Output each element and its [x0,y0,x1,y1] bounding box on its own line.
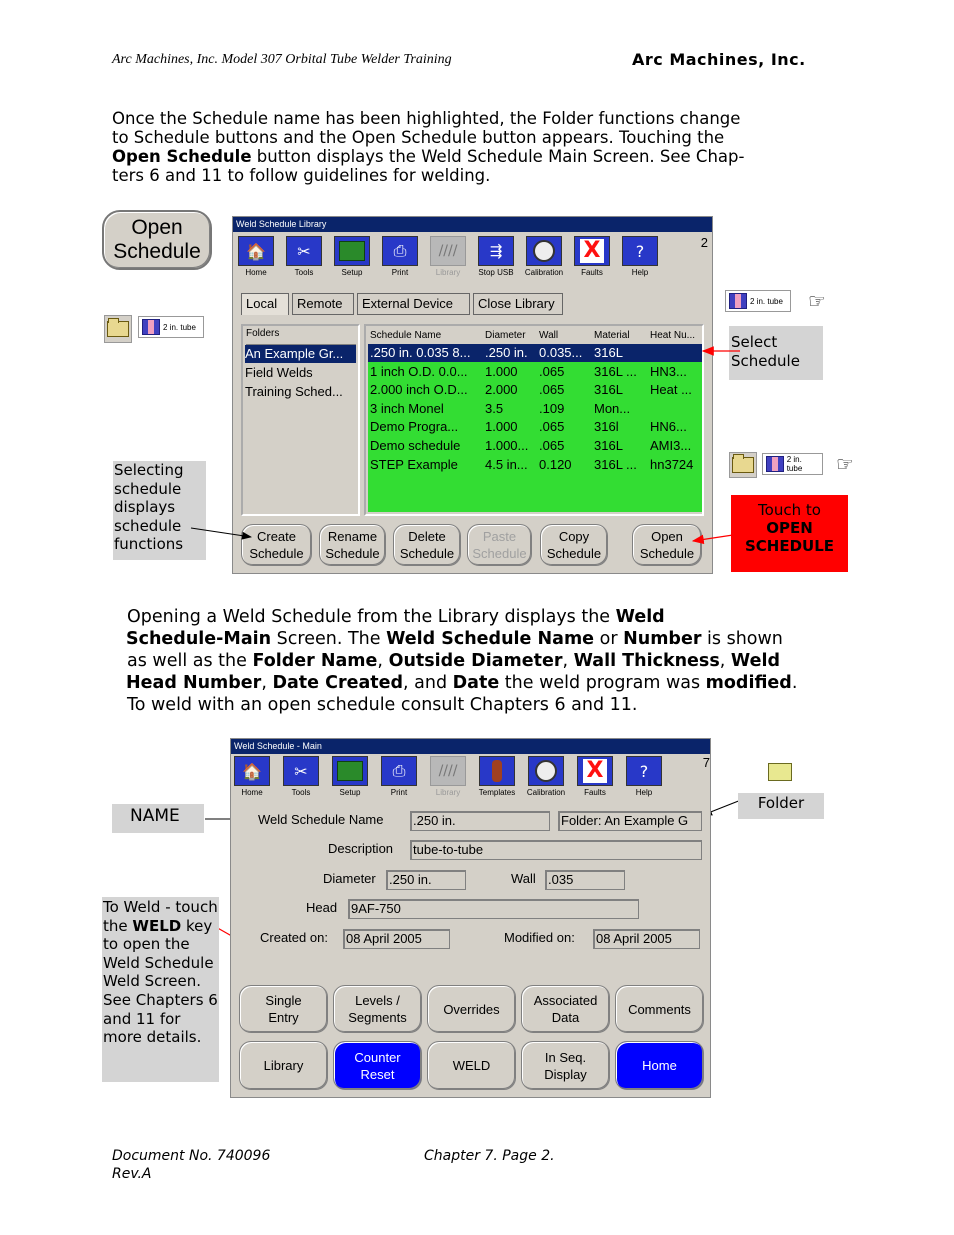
counter-reset-button[interactable] [333,1041,422,1090]
copy-schedule-label: Copy Schedule [546,529,602,561]
toolbar-label-tools: Tools [294,268,314,277]
schedule-cell: 4.5 in... [485,456,528,472]
library-page-number: 2 [700,235,708,250]
toolbar-label-home: Home [245,268,267,277]
schedule-cell: .065 [539,438,565,453]
home-icon: 🏠 [246,241,266,261]
main-page-number: 7 [702,755,710,770]
middle-text: the weld program was [499,673,706,693]
toolbar-label-faults: Faults [581,268,603,277]
pointing-hand-icon: ☞ [836,452,854,476]
folder-item[interactable]: Training Sched... [245,384,343,399]
toolbar-label-stop-usb: Stop USB [478,268,514,277]
col-header-wall[interactable]: Wall [539,330,559,341]
diameter-label: Diameter [323,871,376,886]
comments-button[interactable] [615,985,704,1033]
schedule-cell: 316l [594,419,619,435]
middle-bold: Weld [615,607,665,627]
tab-external-device[interactable]: External Device [357,293,470,315]
callout-select-schedule: Select Schedule [729,326,823,380]
folder-item-selected[interactable]: An Example Gr... [245,345,356,363]
schedule-cell: 1.000 [485,363,518,379]
toolbar-label-help: Help [635,788,653,797]
intro-line-2: to Schedule buttons and the Open Schedule button appears. Touching the [112,128,725,147]
single-entry-button[interactable] [239,985,328,1033]
middle-bold: Head Number [126,673,262,693]
middle-line-2 [126,628,847,650]
schedule-cell: Heat ... [650,382,692,398]
home-label: Home [642,1058,677,1073]
created-on-label: Created on: [260,930,328,945]
middle-line-5: To weld with an open schedule consult Chapters 6 and 11. [127,695,638,715]
comments-label: Comments [628,1001,691,1017]
schedule-cell: 0.035... [539,345,583,360]
callout-selecting-schedule: Selecting schedule displays schedule functions [113,461,206,560]
weld-label: WELD [452,1058,491,1073]
middle-bold: Date [452,673,500,693]
col-header-heat-number[interactable]: Heat Nu... [650,330,696,341]
schedule-cell: 3.5 [485,400,504,416]
middle-bold: Weld Schedule Name [386,629,595,649]
schedule-cell: 1 inch O.D. 0.0... [370,363,468,379]
middle-bold: Number [623,629,702,649]
middle-text: is shown [701,629,783,649]
toolbar-print-button[interactable] [381,756,417,786]
help-icon: ? [639,761,649,781]
middle-text: , [562,651,574,671]
toolbar-library-button[interactable] [430,756,466,786]
in-seq-display-button[interactable] [521,1041,610,1090]
schedule-cell: .065 [539,382,565,398]
schedule-cell: Demo Progra... [370,419,459,435]
library-label: Library [263,1058,304,1073]
overrides-button[interactable] [427,985,516,1033]
toolbar-label-setup: Setup [339,788,361,797]
col-header-material[interactable]: Material [594,330,630,341]
toolbar-faults-button[interactable] [577,756,613,786]
schedule-cell: 3 inch Monel [370,400,444,416]
tab-remote[interactable]: Remote [292,293,354,315]
wall-label: Wall [511,871,536,886]
counter-reset-label: Counter Reset [354,1049,401,1082]
created-on-field[interactable]: 08 April 2005 [343,929,450,949]
wall-field[interactable]: .035 [545,870,625,890]
diameter-field[interactable]: .250 in. [386,870,466,890]
footer-doc-number: Document No. 740096 [112,1148,271,1164]
calibration-dial-icon [535,760,557,782]
toolbar-label-home: Home [241,788,263,797]
footer-doc [112,1147,270,1183]
intro-line-4: ters 6 and 11 to follow guidelines for welding. [112,166,491,185]
usb-icon: ⇶ [489,242,503,260]
middle-bold: modified [705,673,792,693]
callout-to-weld-text-2: key to open the Weld Schedule Weld Screen. See Chapters 6 and 11 for more details. [103,916,218,1047]
middle-text: Screen. The [271,629,387,649]
modified-on-label: Modified on: [504,930,575,945]
arrow-selecting [191,528,251,537]
col-header-diameter[interactable]: Diameter [485,330,526,341]
schedule-cell: .065 [539,419,565,435]
folder-icon [768,759,794,781]
weld-schedule-name-label: Weld Schedule Name [258,812,384,827]
head-field[interactable]: 9AF-750 [348,899,639,919]
tube-chip-label: 2 in. tube [786,455,803,473]
toolbar-setup-button[interactable] [332,756,368,786]
middle-bold: Date Created [272,673,404,693]
schedule-cell: 316L [594,382,623,398]
toolbar-label-calibration: Calibration [526,788,566,797]
in-seq-display-label: In Seq. Display [544,1049,587,1082]
toolbar-label-faults: Faults [584,788,606,797]
schedule-cell: 2.000 inch O.D... [370,382,468,398]
middle-text: Opening a Weld Schedule from the Library displays the [127,607,616,627]
associated-data-label: Associated Data [533,993,598,1025]
intro-open-schedule-bold: Open Schedule [112,147,252,166]
col-header-schedule-name[interactable]: Schedule Name [370,330,442,341]
header-left: Arc Machines, Inc. Model 307 Orbital Tube Welder Training [112,52,452,67]
toolbar-calibration-button[interactable] [528,756,564,786]
schedule-cell: 1.000... [485,438,529,453]
faults-x-icon: X [580,239,605,263]
templates-icon [492,760,502,782]
callout-name: NAME [112,804,204,833]
schedule-cell: HN3... [650,363,687,379]
paste-schedule-label: Paste Schedule [472,529,527,561]
middle-text: , [377,651,389,671]
delete-schedule-label: Delete Schedule [399,529,455,561]
home-button[interactable] [615,1041,704,1090]
middle-bold: Weld [730,651,780,671]
toolbar-help-button[interactable] [626,756,662,786]
middle-bold: Wall Thickness [573,651,720,671]
rename-schedule-label: Rename Schedule [325,529,380,561]
tools-icon: ✂ [294,761,308,781]
middle-line-1 [127,606,847,628]
associated-data-button[interactable] [521,985,610,1033]
help-icon: ? [635,241,645,261]
middle-paragraph [127,606,847,716]
callout-weld-bold: WELD [132,916,182,935]
tools-icon: ✂ [297,241,311,261]
folder-item[interactable]: Field Welds [245,365,313,380]
schedule-cell: 316L [594,345,623,360]
overrides-label: Overrides [443,1001,500,1017]
schedule-cell: Mon... [594,400,631,416]
middle-bold: Outside Diameter [388,651,563,671]
modified-on-field[interactable]: 08 April 2005 [593,929,700,949]
schedule-cell: Demo schedule [370,438,461,453]
main-titlebar: Weld Schedule - Main [231,739,710,754]
schedule-cell: .250 in. 0.035 8... [370,345,471,360]
pointing-hand-icon: ☞ [808,289,826,313]
toolbar-label-print: Print [390,788,408,797]
schedule-cell: hn3724 [650,456,694,472]
toolbar-label-calibration: Calibration [524,268,564,277]
toolbar-label-help: Help [631,268,649,277]
tube-chip-label: 2 in. tube [163,322,196,332]
create-schedule-label: Create Schedule [249,529,304,561]
main-window [230,738,711,1098]
schedule-cell: HN6... [650,419,687,435]
folder-icon-glyph [768,763,792,781]
circuit-board-icon [337,761,363,781]
intro-line-1: Once the Schedule name has been highlighted, the Folder functions change [112,109,741,128]
library-icon: //// [438,763,458,779]
middle-line-4 [126,672,847,694]
middle-text: . [791,673,798,693]
middle-bold: Schedule-Main [126,629,272,649]
toolbar-tools-button[interactable] [283,756,319,786]
schedule-cell: 0.120 [539,456,572,472]
folder-name-field[interactable]: Folder: An Example G [558,811,702,831]
schedule-cell: .065 [539,363,565,379]
schedule-cell: 316L ... [594,363,637,379]
toolbar-templates-button[interactable] [479,756,515,786]
callout-to-weld-text: To Weld - touch the [103,898,218,935]
home-icon: 🏠 [242,761,262,781]
library-icon: //// [438,243,458,259]
toolbar-home-button[interactable] [234,756,270,786]
weld-button[interactable] [427,1041,516,1090]
toolbar-label-templates: Templates [478,788,516,797]
levels-segments-button[interactable] [333,985,422,1033]
middle-text: or [594,629,624,649]
schedule-cell: STEP Example [370,456,458,472]
folders-header: Folders [246,328,356,345]
callout-to-weld [102,897,219,1082]
schedule-cell: AMI3... [650,438,692,453]
printer-icon: ⎙ [393,241,407,260]
schedule-cell: 316L ... [594,456,637,472]
schedule-cell: 2.000 [485,382,518,398]
arrow-open-schedule [693,535,733,541]
weld-schedule-name-field[interactable]: .250 in. [410,811,550,831]
middle-bold: Folder Name [252,651,378,671]
description-label: Description [328,841,394,856]
description-field[interactable]: tube-to-tube [410,840,702,860]
levels-segments-label: Levels / Segments [348,993,407,1025]
schedule-cell: .250 in. [485,345,528,360]
schedule-cell: .109 [539,400,565,416]
tab-local[interactable]: Local [241,293,289,315]
callout-touch-to-label: Touch to [758,501,821,519]
single-entry-label: Single Entry [265,993,302,1025]
open-schedule-label: Open Schedule [639,529,695,561]
toolbar-label-library: Library [435,788,461,797]
middle-line-3 [127,650,847,672]
middle-text: , [719,651,731,671]
intro-line-3-rest: button displays the Weld Schedule Main Screen. See Chap- [251,147,745,166]
footer-rev: Rev.A [112,1166,152,1182]
callout-open-schedule-label: OPEN SCHEDULE [744,519,835,555]
tube-chip-label: 2 in. tube [750,296,783,306]
library-titlebar: Weld Schedule Library [233,217,712,232]
toolbar-label-library: Library [435,268,461,277]
schedule-cell: 1.000 [485,419,518,435]
footer-chapter: Chapter 7. Page 2. [424,1148,555,1164]
toolbar-label-print: Print [391,268,409,277]
header-company-logo: Arc Machines, Inc. [632,50,806,69]
toolbar-label-setup: Setup [341,268,363,277]
callout-folder: Folder [738,793,824,819]
schedule-cell: 316L [594,438,623,453]
tab-close-library[interactable]: Close Library [473,293,563,315]
middle-text: as well as the [127,651,253,671]
library-button[interactable] [239,1041,328,1090]
faults-x-icon: X [583,759,608,783]
middle-text: , [261,673,273,693]
open-schedule-large-label: Open Schedule [113,216,201,263]
toolbar-label-tools: Tools [291,788,311,797]
head-label: Head [306,900,338,915]
printer-icon: ⎙ [392,761,406,780]
middle-text: , and [403,673,453,693]
